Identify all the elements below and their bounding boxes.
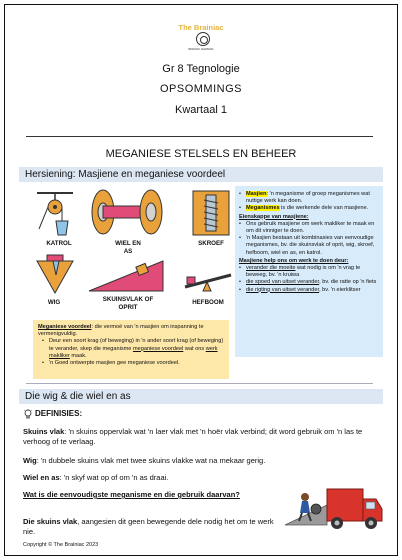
document-page <box>4 4 398 556</box>
def-meganismes <box>239 205 379 212</box>
label-skuinsvlak-line2: OPRIT <box>118 304 138 311</box>
help-item-3-rest: , bv. 'n eierklitser <box>319 286 361 293</box>
eienskappe-item-2: • 'n Masjien bestaan uit kombinasies van eenvoudige meganismes, bv. die skuinsvlak of oprit, wig, skroef, hefboom, wiel en as, en katrol. <box>239 235 379 257</box>
grade-title: Gr 8 Tegnologie <box>162 63 240 75</box>
mechanical-advantage-def <box>38 324 224 338</box>
term-title: Kwartaal 1 <box>175 104 227 116</box>
def-masjien-text: : 'n meganisme of groep meganismes wat nuttige werk kan doen. <box>246 191 370 205</box>
def-skuins-vlak-text: : 'n skuins oppervlak wat 'n laer vlak met 'n hoër vlak verbind; dit word gebruik om 'n las te verhoog of te verlaag. <box>23 427 363 446</box>
question: Wat is die eenvoudigste meganisme en die gebruik daarvan? <box>23 490 240 499</box>
term-skuins-vlak: Skuins vlak <box>23 427 65 436</box>
truck-ramp-icon <box>283 475 385 533</box>
term-meganismes: Meganismes <box>246 205 280 212</box>
mechanical-advantage-def-text: : die vermoë van 'n masjien om inspanning te vermenigvuldig. <box>38 324 204 338</box>
help-item-1 <box>239 265 379 279</box>
answer-text: , aangesien dit geen bewegende dele nodig het om te werk nie. <box>23 517 274 536</box>
help-item-1-rest: wat nodig is om 'n vrag te beweeg, bv. 'n kruiwa <box>246 265 361 279</box>
label-skuinsvlak-line1: SKUINSVLAK OF <box>102 296 154 303</box>
copyright: Copyright © The Brainiac 2023 <box>23 542 99 548</box>
inclined-plane-icon <box>87 257 167 295</box>
section-title: MEGANIESE STELSELS EN BEHEER <box>105 148 297 160</box>
revision-heading: Hersiening: Masjiene en meganiese voordeel <box>19 167 383 182</box>
eienskappe-item-1: • Ons gebruik masjiene om werk makliker te maak en om dit vinniger te doen. <box>239 221 379 235</box>
label-wiel-line1: WIEL EN <box>115 240 141 247</box>
def-meganismes-text: is die werkende dele van masjiene. <box>279 205 369 212</box>
def-wig-text: : 'n dubbele skuins vlak met twee skuins vlakke wat na mekaar gerig. <box>36 456 266 465</box>
pulley-icon <box>31 187 79 239</box>
ma-b1-u: meganiese voordeel <box>132 345 184 352</box>
brainiac-logo-icon <box>196 32 210 46</box>
label-wiel-en-as <box>105 240 151 256</box>
mechanical-advantage-box <box>33 320 229 379</box>
wedge-icon <box>33 253 77 297</box>
help-item-3 <box>239 287 379 294</box>
label-hefboom: HEFBOOM <box>192 299 224 306</box>
label-skroef: SKROEF <box>198 240 224 247</box>
wheel-and-axle-icon <box>89 185 167 239</box>
term-meganiese-voordeel: Meganiese voordeel <box>38 324 92 330</box>
screw-icon <box>191 189 231 237</box>
label-wig: WIG <box>47 299 61 306</box>
brand-name: The Brainiac <box>178 23 224 32</box>
def-wiel-en-as-text: : 'n skyf wat op of om 'n as draai. <box>59 473 169 482</box>
help-heading: Masjiene help ons om werk te doen deur: <box>239 257 349 264</box>
machines-illustration <box>27 185 237 311</box>
term-masjien: Masjien <box>246 191 267 197</box>
lightbulb-icon <box>23 409 33 419</box>
summary-title: OPSOMMINGS <box>159 83 242 95</box>
divider-mid <box>26 383 373 384</box>
def-masjien <box>239 191 379 205</box>
label-katrol: KATROL <box>46 240 72 247</box>
ma-b1-b: wat ons <box>183 345 206 352</box>
machines-info-box <box>235 186 383 357</box>
ma-b1-a: Deur een soort krag (of beweging) in 'n ander soort krag (of beweging) te verander, skep die meganisme <box>49 338 224 352</box>
wedge-wheel-heading: Die wig & die wiel en as <box>19 389 383 404</box>
term-wiel-en-as: Wiel en as <box>23 473 60 482</box>
eienskappe-heading: Eienskappe van masjiene: <box>239 213 309 220</box>
def-wig <box>23 456 385 466</box>
mechanical-advantage-bullet-2: • 'n Goed ontwerpte masjien gee meganiese voordeel. <box>42 360 224 367</box>
definitions-heading <box>23 409 385 419</box>
answer-term: Die skuins vlak <box>23 517 78 526</box>
answer <box>23 517 279 537</box>
help-item-2-rest: , bv. die ratte op 'n fiets <box>319 279 377 286</box>
help-item-1-key: verander die moeite <box>246 265 296 272</box>
label-skuinsvlak <box>93 296 163 312</box>
divider-top <box>26 136 373 137</box>
term-wig: Wig <box>23 456 37 465</box>
mechanical-advantage-bullet-1 <box>42 338 224 360</box>
lever-icon <box>181 265 235 295</box>
def-skuins-vlak <box>23 427 385 447</box>
ma-b1-c: maak. <box>69 352 87 359</box>
label-wiel-line2: AS <box>123 248 133 255</box>
ma-b1-u2: werk makliker <box>49 345 218 359</box>
help-item-2-key: die spoed van uitset verander <box>246 279 320 286</box>
logo-subtext: BRAINIAC LEARNING <box>188 48 214 51</box>
help-item-2 <box>239 279 379 286</box>
help-item-3-key: die rigting van uitset verander <box>246 286 320 293</box>
definitions-heading-text: DEFINISIES: <box>35 409 83 418</box>
